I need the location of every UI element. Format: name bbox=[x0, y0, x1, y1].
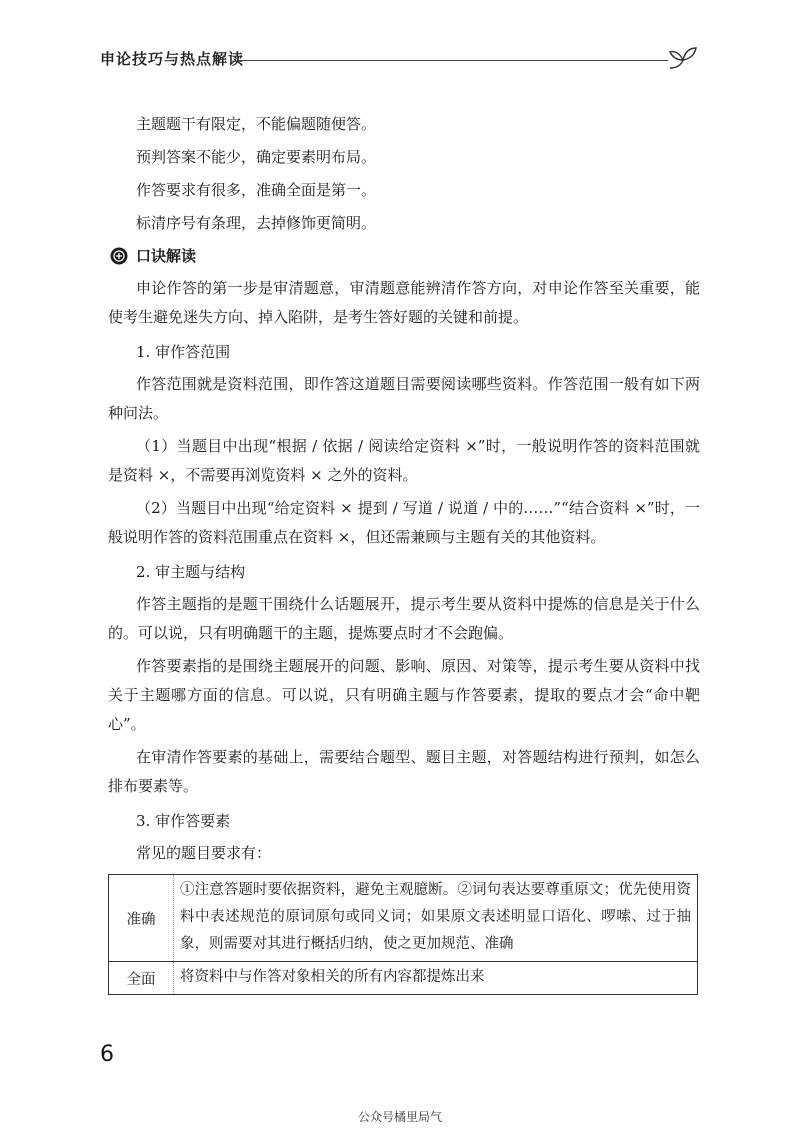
theme-paragraph-1: 作答主题指的是题干围绕什么话题展开，提示考生要从资料中提炼的信息是关于什么的。可以说，只有明确题干的主题，提炼要点时才不会跑偏。 bbox=[108, 595, 700, 642]
verse-line-4: 标清序号有条理，去掉修饰更简明。 bbox=[136, 214, 377, 232]
subheading-scope: 1. 审作答范围 bbox=[136, 343, 231, 361]
table-key-cell: 准确 bbox=[109, 875, 174, 962]
elements-paragraph: 常见的题目要求有： bbox=[136, 844, 272, 862]
verse-line-3: 作答要求有很多，准确全面是第一。 bbox=[136, 181, 377, 199]
intro-paragraph: 申论作答的第一步是审清题意，审清题意能辨清作答方向，对申论作答至关重要，能使考生避免迷失方向、掉入陷阱，是考生答好题的关键和前提。 bbox=[108, 279, 700, 326]
theme-paragraph-3: 在审清作答要素的基础上，需要结合题型、题目主题，对答题结构进行预判，如怎么排布要素等。 bbox=[108, 748, 700, 795]
theme-paragraph-2: 作答要素指的是围绕主题展开的问题、影响、原因、对策等，提示考生要从资料中找关于主题哪方面的信息。可以说，只有明确主题与作答要素，提取的要点才会“命中靶心”。 bbox=[108, 657, 700, 733]
section-heading bbox=[108, 240, 700, 272]
requirements-table bbox=[108, 874, 698, 995]
watermark-text: 公众号橘里局气 bbox=[357, 1110, 442, 1124]
section-title: 口诀解读 bbox=[136, 247, 197, 265]
table-row bbox=[109, 962, 698, 995]
running-header bbox=[100, 42, 700, 78]
verse-line-2: 预判答案不能少，确定要素明布局。 bbox=[136, 148, 377, 166]
table-value-cell: ①注意答题时要依据资料，避免主观臆断。②词句表达要尊重原文；优先使用资料中表述规范的原词原句或同义词；如果原文表述明显口语化、啰嗦、过于抽象，则需要对其进行概括归纳，使之更加规范、准确 bbox=[174, 875, 698, 962]
scope-case-2: （2）当题目中出现“给定资料 × 提到 / 写道 / 说道 / 中的……”“结合资料 ×”时，一般说明作答的资料范围重点在资料 ×，但还需兼顾与主题有关的其他资料。 bbox=[108, 499, 700, 546]
table-row bbox=[109, 875, 698, 962]
sprout-icon bbox=[666, 42, 700, 72]
seal-icon bbox=[110, 247, 128, 265]
page-body bbox=[108, 108, 700, 995]
verse-line-1: 主题题干有限定，不能偏题随便答。 bbox=[136, 115, 377, 133]
table-value-cell: 将资料中与作答对象相关的所有内容都提炼出来 bbox=[174, 962, 698, 995]
page-number: 6 bbox=[100, 1042, 114, 1067]
scope-paragraph: 作答范围就是资料范围，即作答这道题目需要阅读哪些资料。作答范围一般有如下两种问法。 bbox=[108, 375, 700, 422]
scope-case-1: （1）当题目中出现“根据 / 依据 / 阅读给定资料 ×”时，一般说明作答的资料范围就是资料 ×，不需要再浏览资料 × 之外的资料。 bbox=[108, 437, 700, 484]
table-key-cell: 全面 bbox=[109, 962, 174, 995]
subheading-elements: 3. 审作答要素 bbox=[136, 812, 231, 830]
running-header-title: 申论技巧与热点解读 bbox=[100, 50, 245, 68]
header-divider bbox=[238, 60, 668, 61]
subheading-theme: 2. 审主题与结构 bbox=[136, 563, 246, 581]
